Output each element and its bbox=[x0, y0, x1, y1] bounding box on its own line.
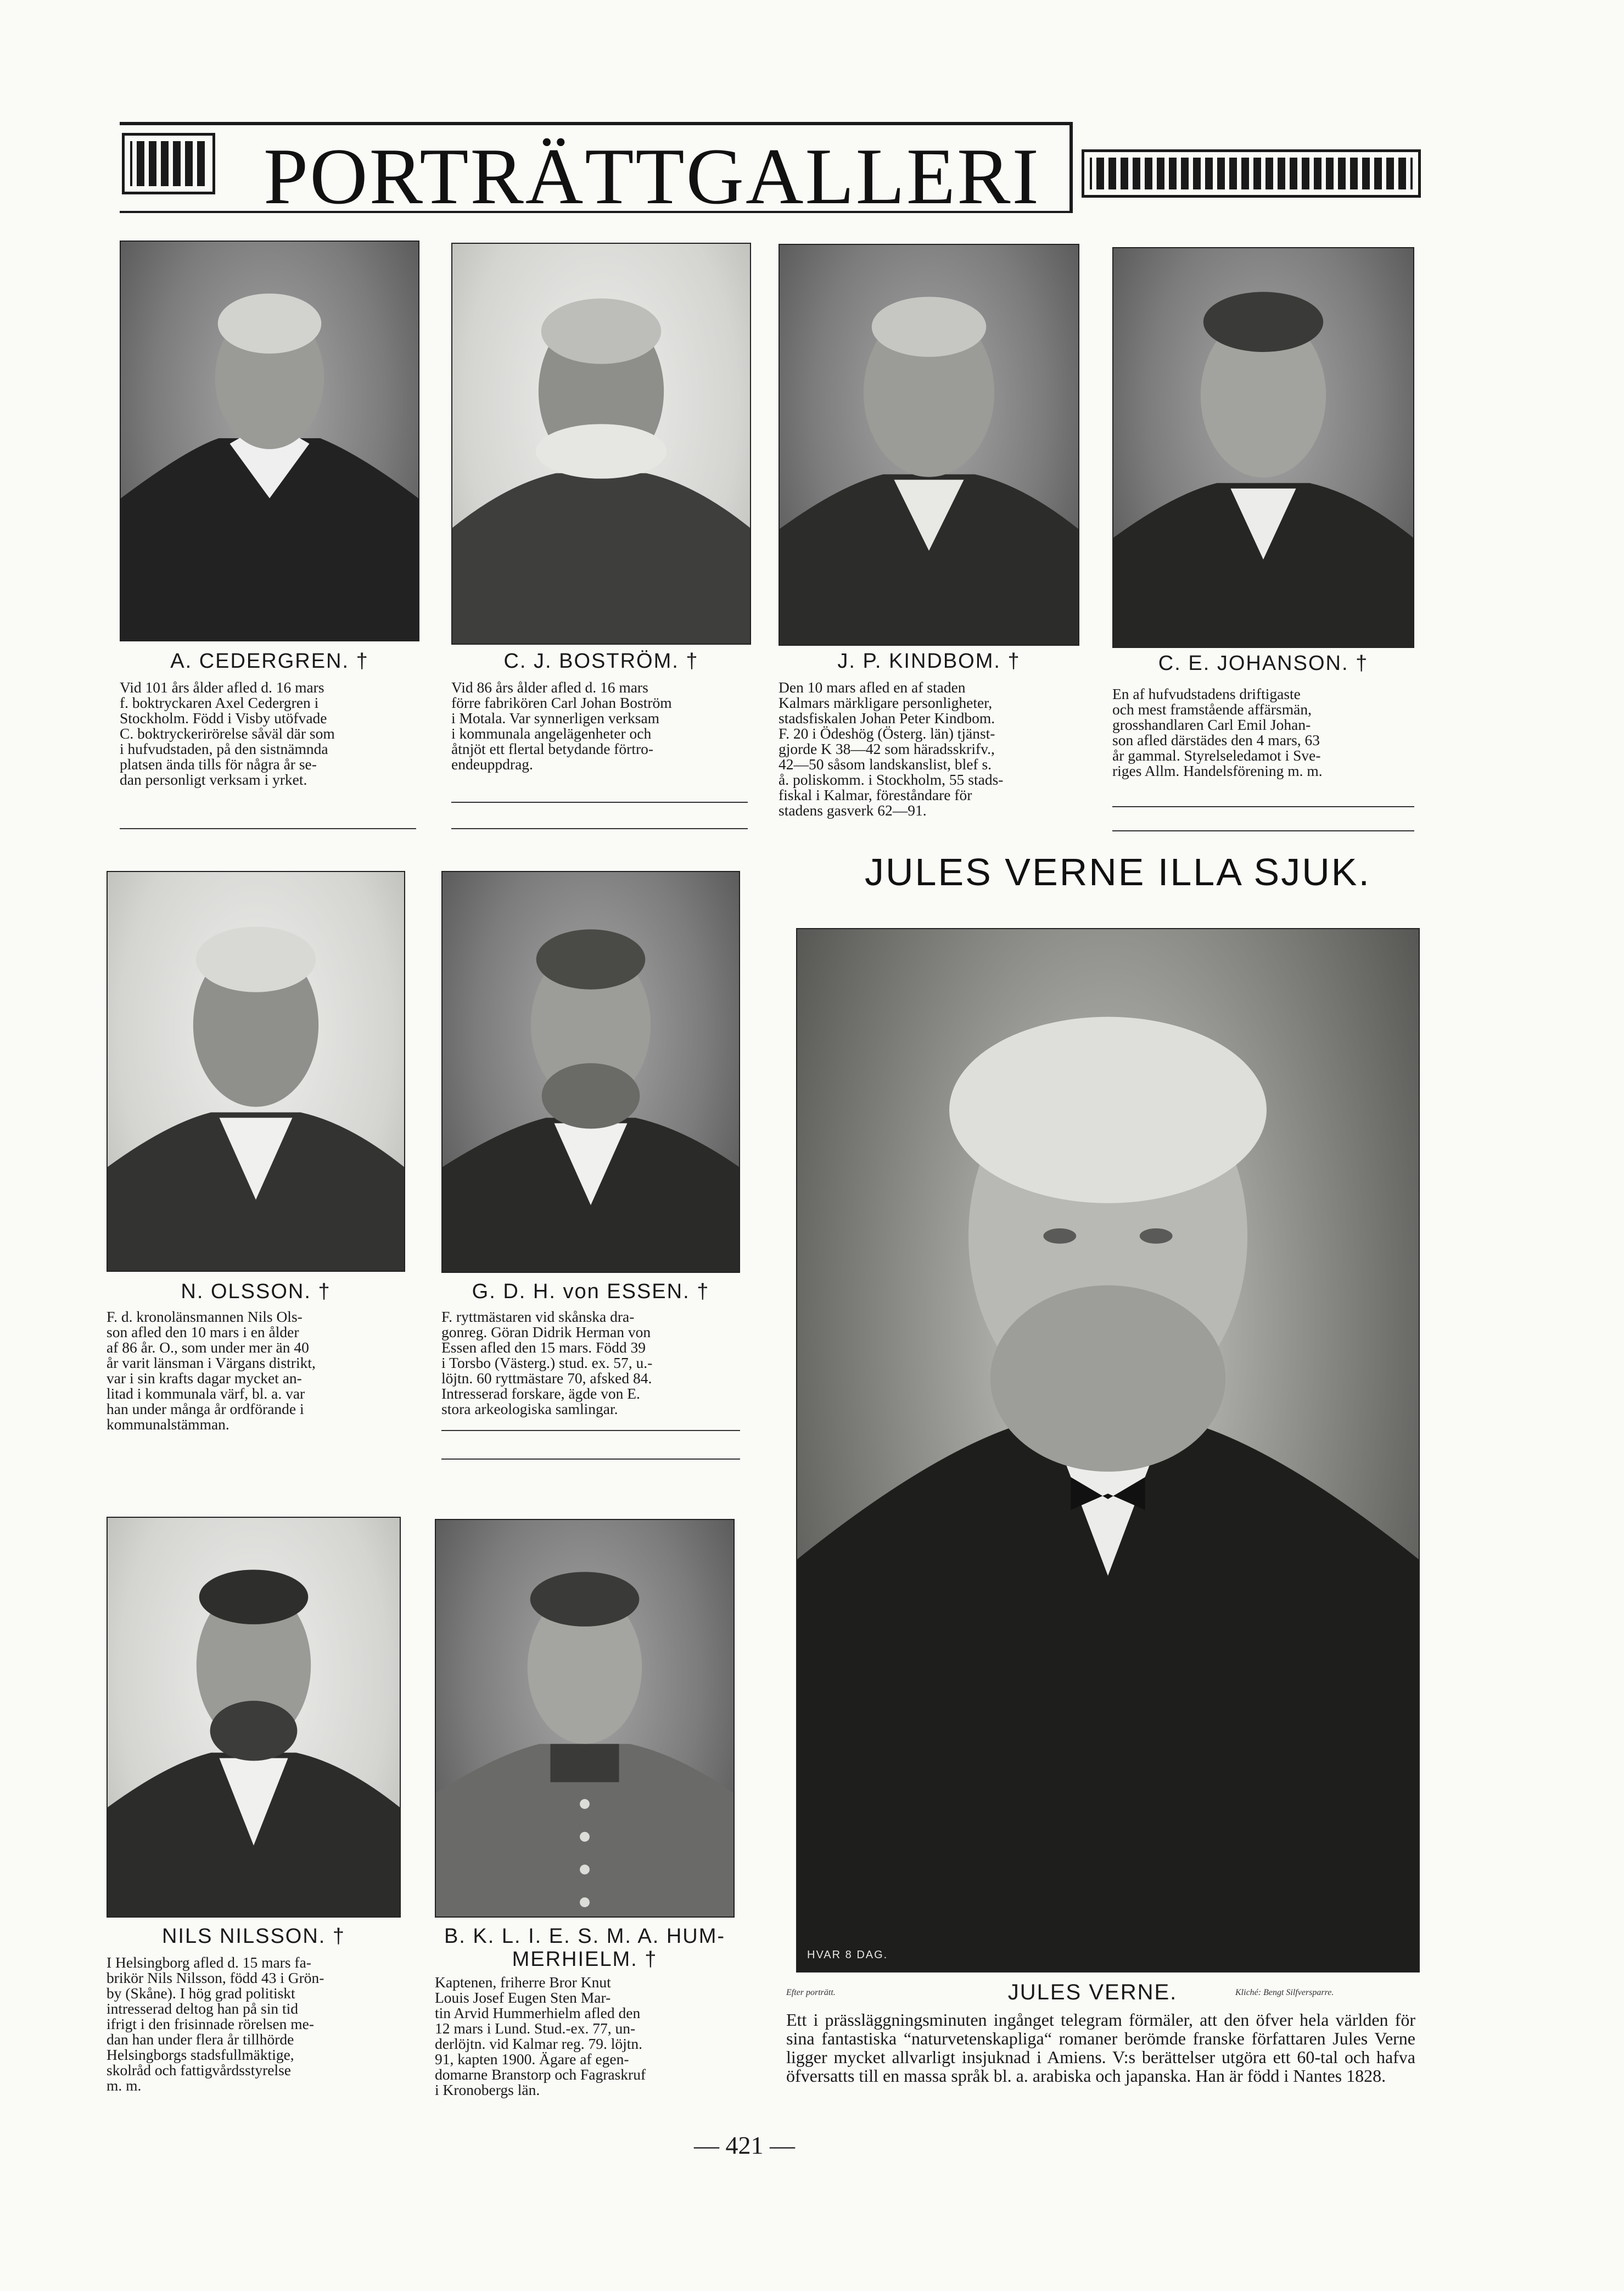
caption-separator bbox=[451, 802, 748, 803]
portrait-name-johanson: C. E. JOHANSON. † bbox=[1158, 652, 1369, 675]
masthead-top-rule bbox=[120, 122, 1069, 125]
portrait-photo-johanson bbox=[1112, 247, 1414, 648]
portrait-name-cedergren: A. CEDERGREN. † bbox=[170, 650, 369, 673]
verne-article-body: Ett i prässläggningsminuten ingånget telegram förmäler, att den öfver hela världen för sina fantastiska “naturvetenskapliga“ romaner berömde franske författaren Jules Verne ligger mycket allvarligt insjuknad i Amiens. V:s berättelser utgöra ett 60-tal och hafva öfversatts till en massa språk bl. a. arabiska och japanska. Han är född i Nantes 1828. bbox=[786, 2010, 1415, 2086]
caption-separator bbox=[441, 1430, 740, 1431]
portrait-name-von-essen: G. D. H. von ESSEN. † bbox=[472, 1280, 710, 1303]
portrait-name-kindbom: J. P. KINDBOM. † bbox=[837, 650, 1021, 673]
portrait-photo-nilsson bbox=[107, 1517, 401, 1918]
caption-separator bbox=[451, 828, 748, 829]
portrait-desc-olsson: F. d. kronolänsmannen Nils Ols- son afled den 10 mars i en ålder af 86 år. O., som under mer än 40 år varit länsman i Värgans distrikt, var i sin krafts dagar mycket an- litad i kommunala värf, bl. a. var han under många år ordförande i kommunalstämman. bbox=[107, 1308, 316, 1433]
portrait-name-nilsson: NILS NILSSON. † bbox=[161, 1925, 346, 1948]
caption-separator bbox=[1112, 830, 1414, 831]
portrait-photo-von-essen bbox=[441, 871, 740, 1273]
photo-credit-right: Kliché: Bengt Silfversparre. bbox=[1235, 1988, 1334, 1997]
masthead-divider bbox=[1069, 122, 1073, 211]
portrait-photo-bostrom bbox=[451, 243, 751, 645]
portrait-name-olsson: N. OLSSON. † bbox=[181, 1280, 331, 1303]
portrait-photo-cedergren bbox=[120, 241, 419, 641]
verne-caption-name: JULES VERNE. bbox=[1007, 1980, 1178, 2004]
portrait-photo-verne bbox=[796, 928, 1420, 1973]
portrait-desc-bostrom: Vid 86 års ålder afled d. 16 mars förre fabrikören Carl Johan Boström i Motala. Var synnerligen verksam i kommunala angelägenheter och åtnjöt ett flertal betydande förtro- endeuppdrag. bbox=[451, 679, 672, 773]
portrait-photo-olsson bbox=[107, 871, 405, 1272]
portrait-desc-cedergren: Vid 101 års ålder afled d. 16 mars f. boktryckaren Axel Cedergren i Stockholm. Född i Visby utöfvade C. boktryckerirörelse såväl där som i hufvudstaden, på den sistnämnda platsen ända tills för några år se- dan personligt verksam i yrket. bbox=[120, 679, 335, 789]
portrait-photo-hummerhielm bbox=[435, 1519, 735, 1918]
photo-mark: HVAR 8 DAG. bbox=[807, 1949, 888, 1961]
portrait-desc-hummerhielm: Kaptenen, friherre Bror Knut Louis Josef Eugen Sten Mar- tin Arvid Hummerhielm afled den 12 mars i Lund. Stud.-ex. 77, un- derlöjtn. vid Kalmar reg. 79. löjtn. 91, kapten 1900. Ägare af egen- domarne Branstorp och Fagraskruf i Kronobergs län. bbox=[435, 1974, 646, 2099]
portrait-desc-kindbom: Den 10 mars afled en af staden Kalmars märkligare personligheter, stadsfiskalen Johan Peter Kindbom. F. 20 i Ödeshög (Österg. län) tjänst- gjorde K 38—42 som häradsskrifv., 42—50 såsom landskanslist, blef s. å. poliskomm. i Stockholm, 55 stads- fiskal i Kalmar, föreståndare för stadens gasverk 62—91. bbox=[779, 679, 1004, 819]
portrait-desc-nilsson: I Helsingborg afled d. 15 mars fa- brikör Nils Nilsson, född 43 i Grön- by (Skåne). I hög grad politiskt intresserad deltog han på sin tid ifrigt i den frisinnade rörelsen me- dan han under flera år tillhörde Helsingborgs stadsfullmäktige, skolråd och fattigvårdsstyrelse m. m. bbox=[107, 1954, 324, 2094]
photo-credit-left: Efter porträtt. bbox=[786, 1988, 836, 1997]
portrait-photo-kindbom bbox=[779, 244, 1079, 646]
page-number: — 421 — bbox=[694, 2131, 795, 2159]
portrait-name-bostrom: C. J. BOSTRÖM. † bbox=[503, 650, 699, 673]
caption-separator bbox=[441, 1459, 740, 1460]
verne-headline: JULES VERNE ILLA SJUK. bbox=[865, 851, 1371, 893]
caption-separator bbox=[1112, 806, 1414, 807]
portrait-desc-von-essen: F. ryttmästaren vid skånska dra- gonreg. Göran Didrik Herman von Essen afled den 15 mars. Född 39 i Torsbo (Västerg.) stud. ex. 57, u.- löjtn. 60 ryttmästare 70, afsked 84. Intresserad forskare, ägde von E. stora arkeologiska samlingar. bbox=[441, 1308, 653, 1418]
portrait-desc-johanson: En af hufvudstadens driftigaste och mest framstående affärsmän, grosshandlaren Carl Emil Johan- son afled därstädes den 4 mars, 63 år gammal. Styrelseledamot i Sve- riges Allm. Handelsförening m. m. bbox=[1112, 685, 1323, 780]
portrait-name-hummerhielm: B. K. L. I. E. S. M. A. HUM- MERHIELM. † bbox=[444, 1925, 726, 1971]
page-title: PORTRÄTTGALLERI bbox=[264, 132, 1041, 221]
ornament-band-icon bbox=[1082, 149, 1421, 198]
ornament-icon bbox=[122, 133, 215, 194]
caption-separator bbox=[120, 828, 416, 829]
